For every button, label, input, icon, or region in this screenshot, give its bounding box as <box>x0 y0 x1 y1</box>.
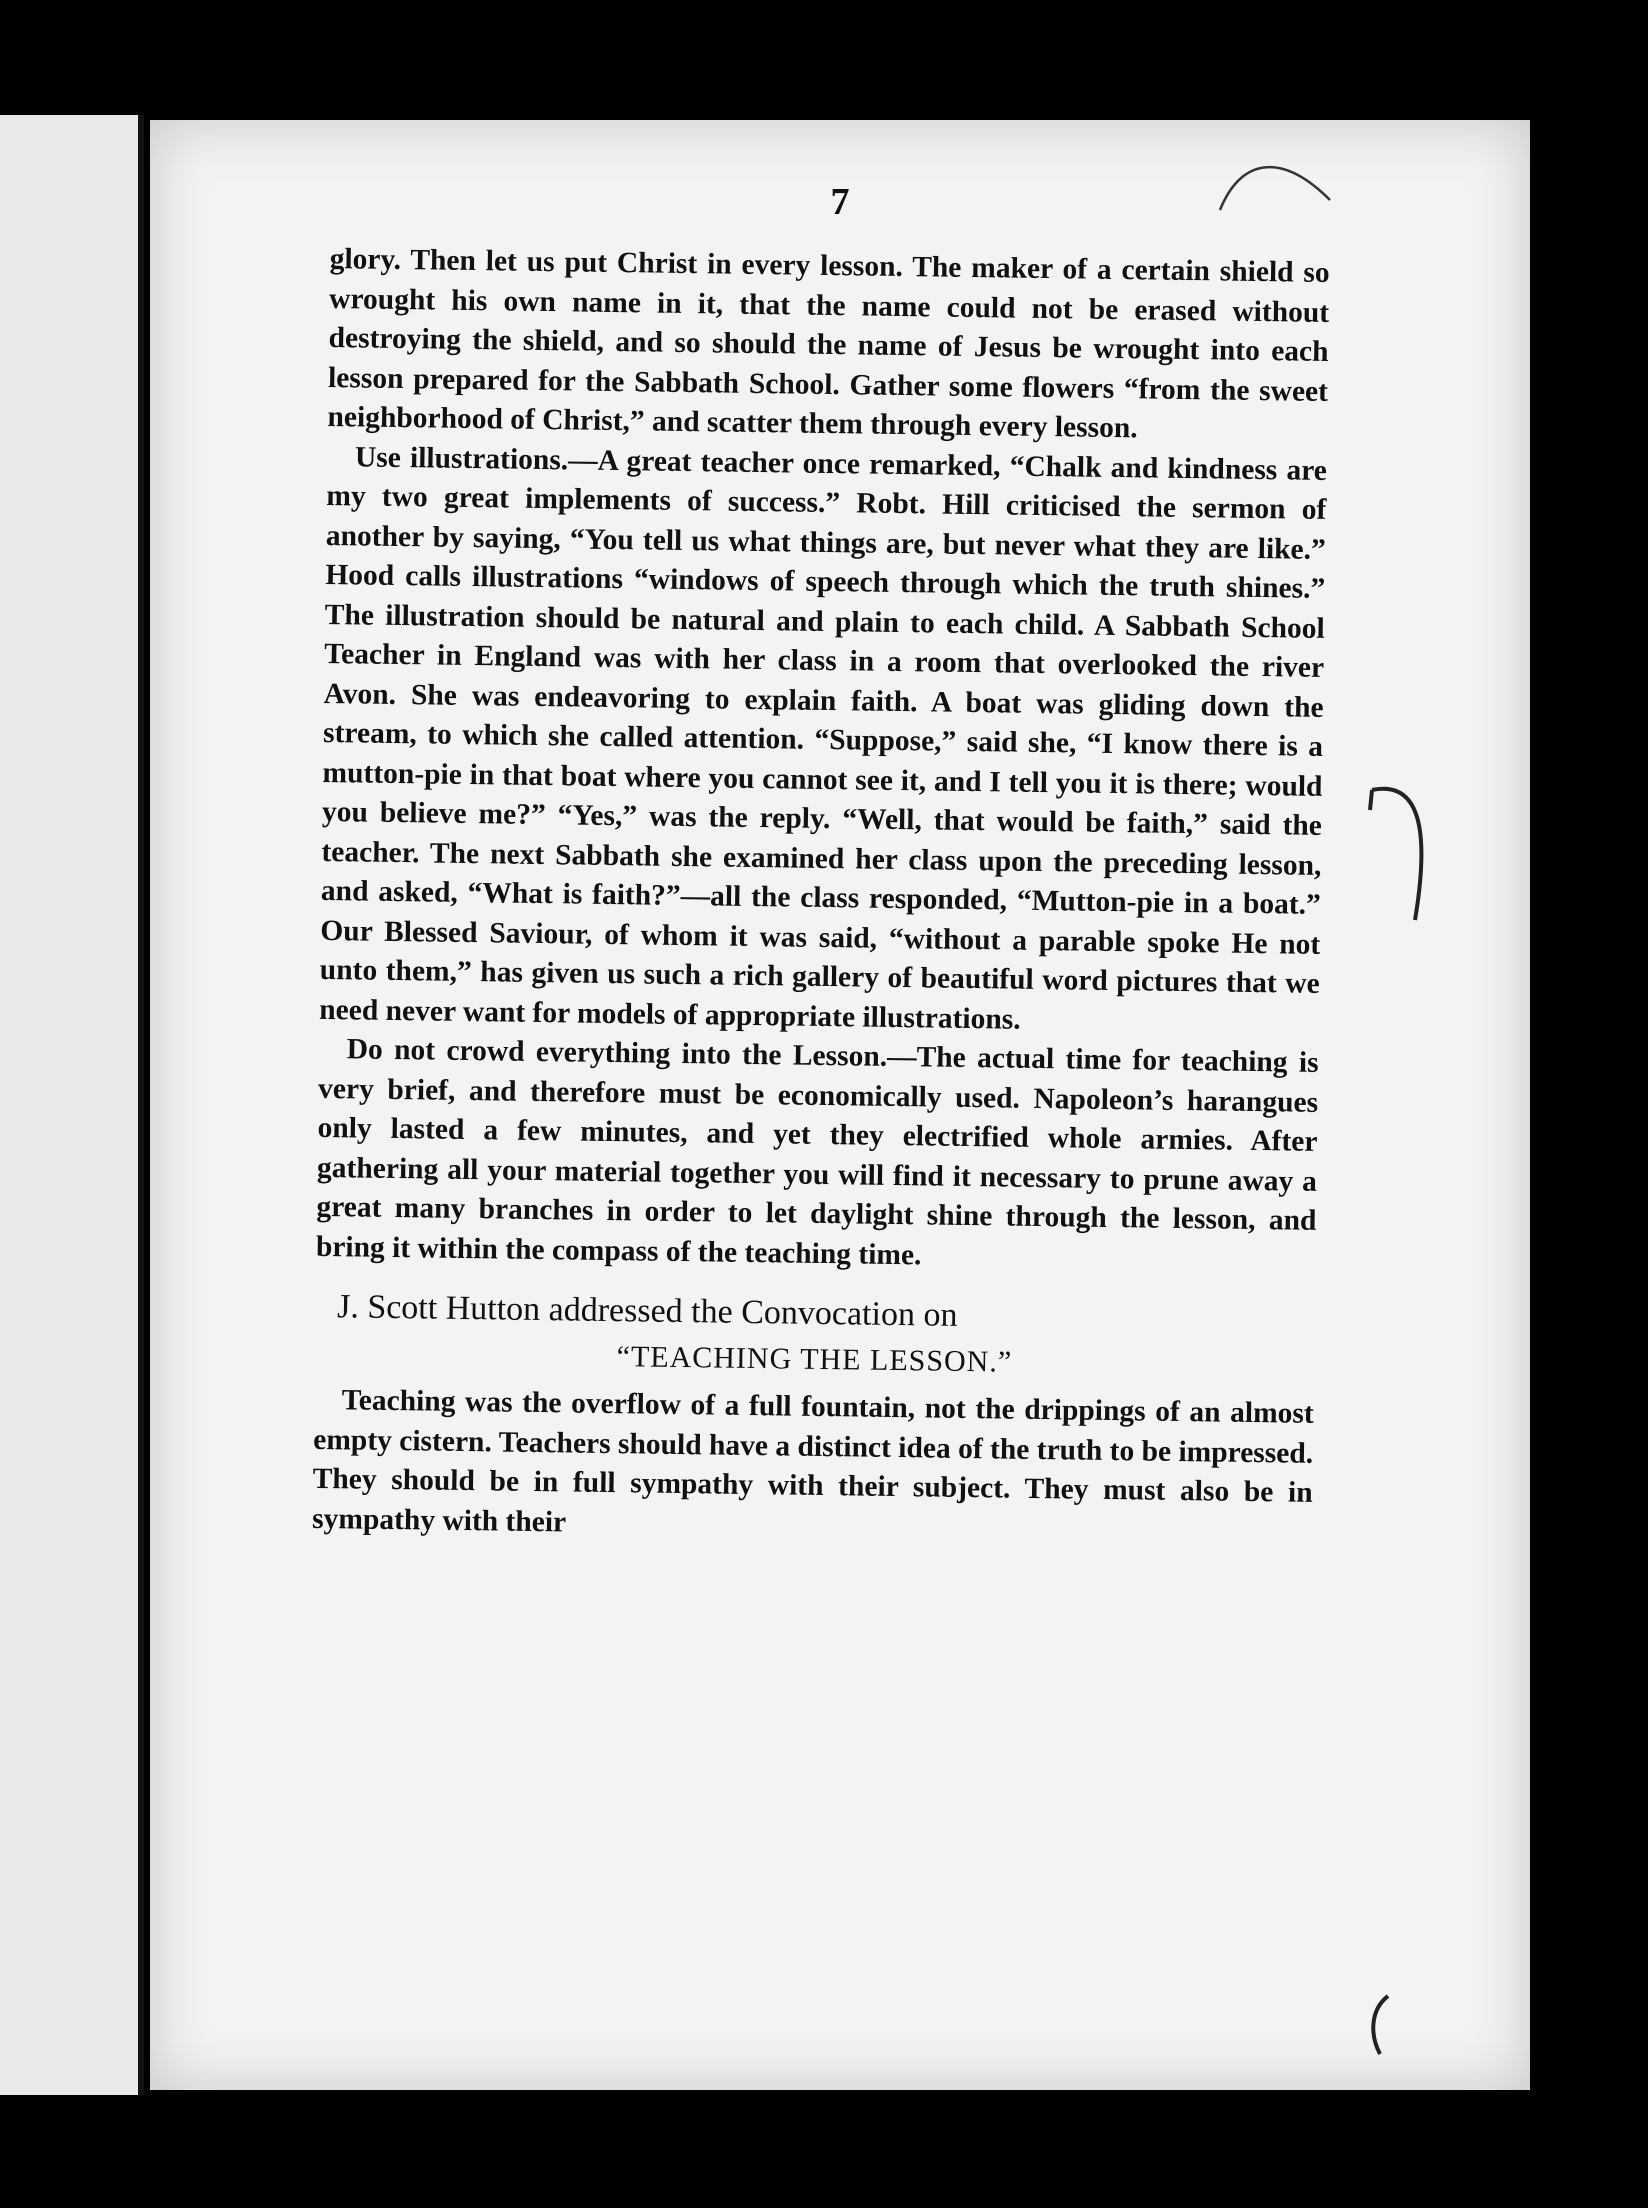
page-number: 7 <box>830 181 850 223</box>
section-title: “TEACHING THE LESSON.” <box>616 1340 1013 1379</box>
page-gutter <box>138 115 144 2095</box>
pencil-hook-mark <box>1360 1990 1400 2060</box>
pencil-corner-mark <box>1210 150 1350 230</box>
paragraph-use-illustrations: Use illustrations.—A great teacher once remarked, “Chalk and kindness are my two great implements of success.” Robt. Hill criticised the sermon of another by saying, “You tell us what things are, but never what they are like.” Hood calls illustrations “windows of speech through which the truth shines.” The illustration should be natural and plain to each child. A Sabbath School Teacher in England was with her class in a room that overlooked the river Avon. She was endeavoring to explain faith. A boat was gliding down the stream, to which she called attention. “Suppose,” said she, “I know there is a mutton-pie in that boat where you cannot see it, and I tell you it is there; would you believe me?” “Yes,” was the reply. “Well, that would be faith,” said the teacher. The next Sabbath she examined her class upon the preceding lesson, and asked, “What is faith?”—all the class responded, “Mutton-pie in a boat.” Our Blessed Saviour, of whom it was said, “without a parable spoke He not unto them,” has given us such a rich gallery of beautiful word pictures that we need never want for models of appropriate illustrations. <box>319 440 1328 1036</box>
section-heading: J. Scott Hutton addressed the Convocation on <box>336 1288 958 1334</box>
paragraph-christ-in-lesson: glory. Then let us put Christ in every lesson. The maker of a certain shield so wrought his own name in it, that the name could not be erased without destroying the shield, and so should the name of Jesus be wrought into each lesson prepared for the Sabbath School. Gather some flowers “from the sweet neighborhood of Christ,” and scatter them through every lesson. <box>327 242 1330 445</box>
paragraph-teaching-overflow: Teaching was the overflow of a full fountain, not the drippings of an almost empty cistern. Teachers should have a distinct idea of the truth to be impressed. They should be in full sympathy with their subject. They must also be in sympathy with their <box>311 1384 1314 1538</box>
paragraph-do-not-crowd: Do not crowd everything into the Lesson.—The actual time for teaching is very brief, and therefore must be economically used. Napoleon’s harangues only lasted a few minutes, and yet they electrified whole armies. After gathering all your material together you will find it necessary to prune away a great many branches in order to let daylight shine through the lesson, and bring it within the compass of the teaching time. <box>315 1033 1319 1271</box>
pencil-bracket-mark <box>1360 770 1450 950</box>
facing-page-edge <box>0 115 143 2095</box>
body-text <box>312 240 1330 1553</box>
document-page <box>150 120 1530 2090</box>
